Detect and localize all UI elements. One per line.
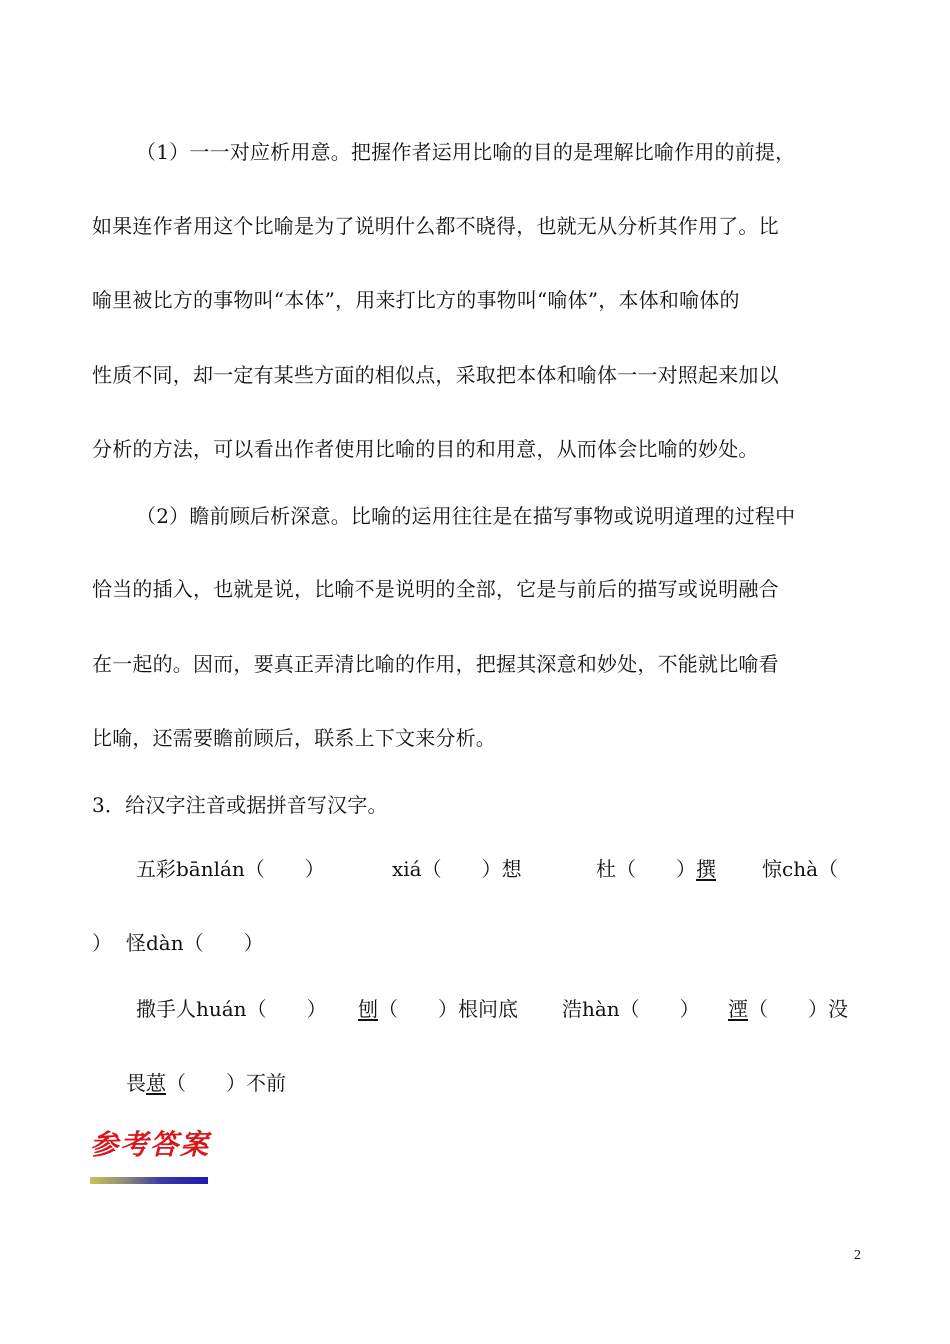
item-du-underlined: 撰	[696, 857, 716, 881]
item-pao	[358, 996, 518, 1022]
paragraph2-line1: （2）瞻前顾后析深意。比喻的运用往往是在描写事物或说明道理的过程中	[136, 504, 796, 528]
question-row-2	[0, 930, 950, 956]
item-banlan: 五彩bānlán（ ）	[136, 857, 325, 881]
item-weixi	[126, 1070, 286, 1096]
item-du-prefix: 杜（ ）	[596, 857, 696, 881]
item-du	[596, 856, 716, 882]
answer-heading-underline-bar	[90, 1177, 208, 1184]
question-title: 3．给汉字注音或据拼音写汉字。	[92, 793, 388, 817]
question-row-3	[0, 996, 950, 1022]
item-pao-underlined: 刨	[358, 997, 378, 1021]
answer-heading: 参考答案	[90, 1128, 211, 1161]
item-yan-underlined: 湮	[728, 997, 748, 1021]
item-pao-suffix: （ ）根问底	[378, 997, 518, 1021]
item-close-paren: ）	[92, 931, 112, 955]
item-yan	[728, 996, 848, 1022]
question-row-4	[0, 1070, 950, 1096]
item-huan: 撒手人huán（ ）	[136, 997, 327, 1021]
item-xia: xiá（ ）想	[392, 857, 522, 881]
item-yan-suffix: （ ）没	[748, 997, 848, 1021]
item-weixi-suffix: （ ）不前	[166, 1071, 286, 1095]
question-row-1	[0, 856, 950, 882]
paragraph1-line5: 分析的方法，可以看出作者使用比喻的目的和用意，从而体会比喻的妙处。	[92, 437, 759, 461]
paragraph2-line3: 在一起的。因而，要真正弄清比喻的作用，把握其深意和妙处，不能就比喻看	[92, 652, 779, 676]
page-number: 2	[854, 1248, 861, 1263]
paragraph2-line2: 恰当的插入，也就是说，比喻不是说明的全部，它是与前后的描写或说明融合	[92, 577, 779, 601]
item-weixi-prefix: 畏	[126, 1071, 146, 1095]
paragraph1-line1: （1）一一对应析用意。把握作者运用比喻的目的是理解比喻作用的前提，	[136, 140, 796, 164]
paragraph2-line4: 比喻，还需要瞻前顾后，联系上下文来分析。	[92, 726, 496, 750]
item-guaidan: 怪dàn（ ）	[126, 931, 264, 955]
item-haohan: 浩hàn（ ）	[562, 997, 700, 1021]
item-jingcha: 惊chà（	[762, 857, 839, 881]
paragraph1-line4: 性质不同，却一定有某些方面的相似点，采取把本体和喻体一一对照起来加以	[92, 363, 779, 387]
item-weixi-underlined: 葸	[146, 1071, 166, 1095]
paragraph1-line3: 喻里被比方的事物叫“本体”，用来打比方的事物叫“喻体”，本体和喻体的	[92, 288, 740, 312]
paragraph1-line2: 如果连作者用这个比喻是为了说明什么都不晓得，也就无从分析其作用了。比	[92, 214, 779, 238]
